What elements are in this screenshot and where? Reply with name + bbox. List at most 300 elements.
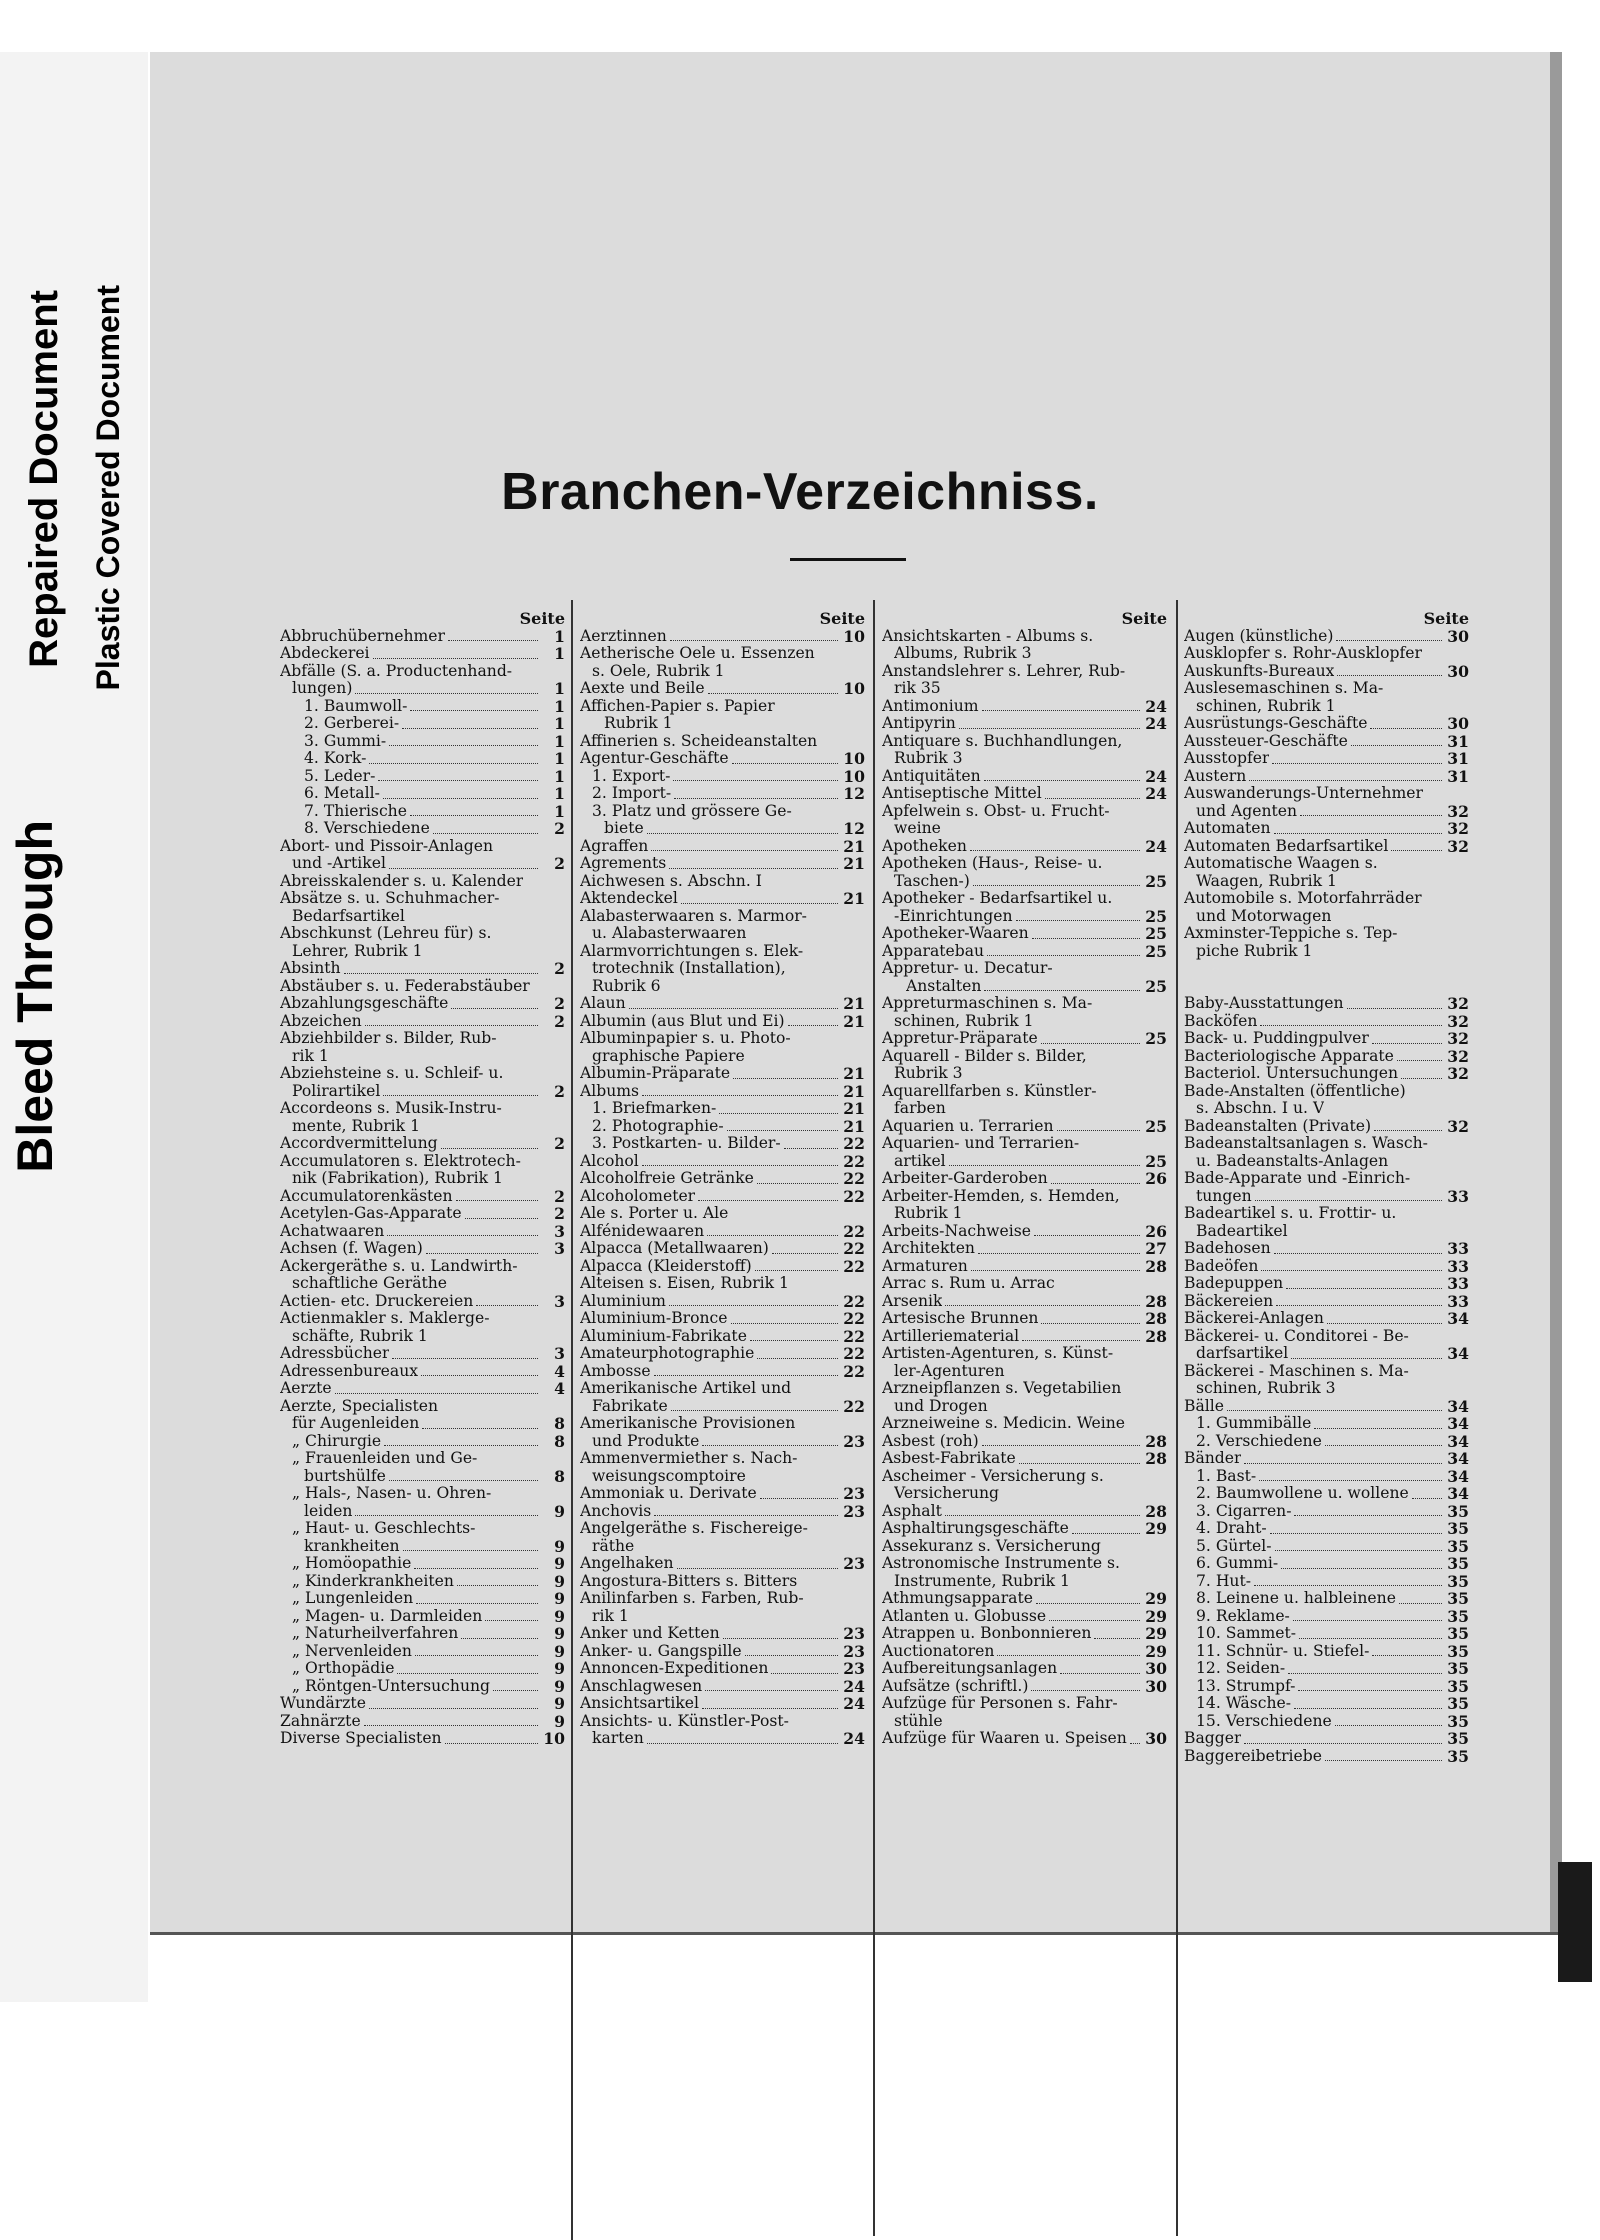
index-entry — [882, 1310, 1167, 1328]
entry-label: Asbest (roh) — [882, 1432, 979, 1450]
entry-label: Abzahlungsgeschäfte — [280, 995, 449, 1012]
index-column-3 — [882, 610, 1167, 1748]
index-entry — [1184, 628, 1469, 646]
entry-label: Anschlagwesen — [580, 1677, 703, 1695]
index-entry — [280, 1223, 565, 1241]
entry-page-number: 22 — [843, 1256, 865, 1276]
dot-leader — [1249, 780, 1442, 781]
dot-leader — [1060, 1673, 1140, 1674]
entry-page-number: 28 — [1145, 1291, 1167, 1311]
index-entry — [580, 1048, 865, 1066]
index-entry — [280, 1363, 565, 1381]
index-entry — [580, 680, 865, 698]
index-entry — [580, 838, 865, 856]
index-entry — [1184, 785, 1469, 803]
index-entry — [882, 995, 1167, 1013]
entry-page-number: 1 — [554, 679, 565, 698]
dot-leader — [369, 1708, 538, 1709]
entry-label: Assekuranz s. Versicherung — [882, 1537, 1101, 1555]
entry-label: rik 1 — [292, 1047, 329, 1065]
index-entry — [882, 1363, 1167, 1381]
dot-leader — [978, 1253, 1140, 1254]
dot-leader — [973, 885, 1140, 886]
index-entry — [882, 908, 1167, 926]
entry-label: Abbruchübernehmer — [280, 627, 445, 645]
dot-leader — [1051, 1183, 1140, 1184]
entry-page-number: 21 — [843, 836, 865, 856]
dot-leader — [733, 1078, 838, 1079]
entry-page-number: 1 — [554, 644, 565, 663]
index-entry — [882, 1538, 1167, 1556]
dot-leader — [997, 1655, 1140, 1656]
entry-page-number: 9 — [554, 1554, 565, 1573]
index-entry — [1184, 1398, 1469, 1416]
entry-label: Asphaltirungsgeschäfte — [882, 1520, 1069, 1537]
entry-label: Amateurphotographie — [580, 1345, 755, 1362]
index-entry — [280, 1695, 565, 1713]
dot-leader — [392, 1358, 538, 1359]
index-entry — [280, 1590, 565, 1608]
column-divider — [1176, 600, 1178, 2236]
entry-label: Aquarell - Bilder s. Bilder, — [882, 1047, 1087, 1065]
entry-page-number: 30 — [1447, 626, 1469, 646]
dot-leader — [982, 710, 1140, 711]
entry-page-number: 35 — [1447, 1659, 1469, 1678]
index-entry — [882, 1625, 1167, 1643]
index-entry — [1184, 1030, 1469, 1048]
index-entry — [280, 1328, 565, 1346]
dot-leader — [416, 1603, 538, 1604]
entry-page-number: 23 — [843, 1659, 865, 1678]
entry-label: „ Hals-, Nasen- u. Ohren- — [292, 1485, 492, 1502]
dot-leader — [369, 763, 538, 764]
entry-label: Atrappen u. Bonbonnieren — [882, 1625, 1092, 1642]
index-entry — [882, 1398, 1167, 1416]
dot-leader — [702, 1445, 838, 1446]
entry-page-number: 22 — [843, 1344, 865, 1363]
dot-leader — [654, 1375, 838, 1376]
entry-label: Apparatebau — [882, 942, 985, 960]
entry-page-number: 33 — [1447, 1274, 1469, 1293]
entry-label: nik (Fabrikation), Rubrik 1 — [292, 1170, 503, 1187]
entry-page-number: 32 — [1447, 819, 1469, 838]
entry-page-number: 3 — [554, 1221, 565, 1241]
entry-label: für Augenleiden — [292, 1415, 420, 1432]
dot-leader — [389, 745, 538, 746]
entry-page-number: 28 — [1145, 1326, 1167, 1346]
index-entry — [280, 1608, 565, 1626]
dot-leader — [1335, 1725, 1442, 1726]
index-entry — [1184, 1415, 1469, 1433]
dot-leader — [1034, 1235, 1140, 1236]
entry-label: Anstalten — [906, 977, 982, 995]
entry-page-number: 32 — [1447, 1029, 1469, 1048]
entry-page-number: 1 — [554, 784, 565, 803]
entry-label: Ackergeräthe s. u. Landwirth- — [280, 1257, 518, 1275]
entry-page-number: 34 — [1447, 1396, 1469, 1416]
entry-label: Bacteriol. Untersuchungen — [1184, 1065, 1399, 1082]
index-entry — [882, 1660, 1167, 1678]
entry-label: 2. Photographie- — [592, 1117, 724, 1135]
dot-leader — [1293, 1620, 1442, 1621]
index-entry — [882, 1170, 1167, 1188]
entry-label: 3. Platz und grössere Ge- — [592, 802, 792, 820]
index-entry — [280, 838, 565, 856]
index-entry — [1184, 838, 1469, 856]
entry-label: Aufzüge für Waaren u. Speisen — [882, 1730, 1127, 1747]
entry-label: Apotheker-Waaren — [882, 925, 1029, 942]
index-entry — [280, 908, 565, 926]
dot-leader — [421, 1375, 538, 1376]
index-entry — [1184, 733, 1469, 751]
index-entry — [580, 1590, 865, 1608]
entry-label: Absinth — [280, 960, 341, 977]
dot-leader — [1041, 1323, 1140, 1324]
entry-label: Instrumente, Rubrik 1 — [894, 1572, 1070, 1590]
entry-label: Rubrik 3 — [894, 1065, 963, 1082]
index-entry — [280, 1135, 565, 1153]
entry-label: Auskunfts-Bureaux — [1184, 662, 1335, 680]
entry-label: Arzneipflanzen s. Vegetabilien — [882, 1380, 1122, 1397]
entry-page-number: 35 — [1447, 1746, 1469, 1766]
entry-page-number: 1 — [554, 801, 565, 821]
entry-label: Accordvermittelung — [280, 1135, 438, 1152]
entry-page-number: 29 — [1145, 1589, 1167, 1608]
index-entry — [882, 1730, 1167, 1748]
dot-leader — [671, 1410, 838, 1411]
dot-leader — [1016, 920, 1140, 921]
entry-label: rik 1 — [592, 1607, 629, 1625]
entry-label: Bagger — [1184, 1730, 1242, 1747]
dot-leader — [476, 1305, 538, 1306]
entry-page-number: 30 — [1447, 661, 1469, 681]
dot-leader — [1351, 745, 1442, 746]
entry-label: schinen, Rubrik 1 — [1196, 697, 1336, 715]
dot-leader — [1325, 1445, 1442, 1446]
entry-label: Accumulatorenkästen — [280, 1187, 453, 1205]
entry-page-number: 32 — [1447, 1046, 1469, 1066]
entry-page-number: 9 — [554, 1571, 565, 1591]
entry-page-number: 2 — [554, 959, 565, 978]
entry-page-number: 29 — [1145, 1606, 1167, 1626]
entry-label: Aexte und Beile — [580, 680, 705, 697]
entry-page-number: 30 — [1145, 1676, 1167, 1696]
entry-page-number: 1 — [554, 626, 565, 646]
entry-label: 12. Seiden- — [1196, 1660, 1286, 1677]
index-entry — [580, 1520, 865, 1538]
entry-label: 11. Schnür- u. Stiefel- — [1196, 1642, 1370, 1660]
index-entry — [280, 1240, 565, 1258]
dot-leader — [788, 1025, 838, 1026]
entry-page-number: 10 — [843, 626, 865, 646]
entry-page-number: 10 — [843, 766, 865, 786]
index-entry — [1184, 1170, 1469, 1188]
entry-label: Aktendeckel — [580, 890, 678, 907]
dot-leader — [784, 1148, 838, 1149]
index-entry — [1184, 698, 1469, 716]
index-entry — [580, 803, 865, 821]
dot-leader — [1397, 1060, 1442, 1061]
entry-label: Absätze s. u. Schuhmacher- — [280, 890, 500, 907]
index-entry — [1184, 1223, 1469, 1241]
index-entry — [580, 1100, 865, 1118]
entry-label: 3. Gummi- — [304, 732, 387, 750]
index-entry — [882, 1678, 1167, 1696]
dot-leader — [669, 1305, 838, 1306]
entry-label: Abfälle (S. a. Productenhand- — [280, 662, 513, 680]
entry-page-number: 2 — [554, 994, 565, 1013]
index-entry — [1184, 1065, 1469, 1083]
entry-label: burtshülfe — [304, 1467, 386, 1485]
entry-page-number: 24 — [843, 1694, 865, 1713]
index-entry — [580, 1450, 865, 1468]
entry-label: Architekten — [882, 1240, 975, 1257]
entry-page-number: 29 — [1145, 1641, 1167, 1661]
entry-label: rik 35 — [894, 680, 941, 697]
entry-page-number: 2 — [554, 819, 565, 838]
entry-label: Antiquitäten — [882, 767, 981, 785]
entry-label: Accordeons s. Musik-Instru- — [280, 1100, 502, 1117]
entry-label: biete — [604, 820, 644, 837]
entry-label: Albumin-Präparate — [580, 1065, 731, 1082]
entry-page-number: 9 — [554, 1694, 565, 1713]
index-entry — [882, 785, 1167, 803]
entry-page-number: 21 — [843, 1116, 865, 1136]
entry-label: Alabasterwaaren s. Marmor- — [580, 907, 807, 925]
entry-label: Ansichts- u. Künstler-Post- — [580, 1712, 789, 1730]
entry-page-number: 23 — [843, 1431, 865, 1451]
index-entry — [1184, 750, 1469, 768]
index-entry — [280, 750, 565, 768]
index-entry — [1184, 1188, 1469, 1206]
entry-label: Alaun — [580, 995, 626, 1012]
entry-label: Bäckerei- u. Conditorei - Be- — [1184, 1327, 1409, 1345]
entry-label: Arzneiweine s. Medicin. Weine — [882, 1415, 1125, 1432]
entry-label: Alfénidewaaren — [580, 1222, 705, 1240]
dot-leader — [1019, 1463, 1140, 1464]
entry-page-number: 35 — [1447, 1641, 1469, 1661]
column-header: Seite — [519, 609, 565, 628]
entry-page-number: 24 — [843, 1729, 865, 1748]
entry-label: Arrac s. Rum u. Arrac — [882, 1275, 1055, 1292]
index-entry — [1184, 1678, 1469, 1696]
entry-label: 1. Bast- — [1196, 1467, 1257, 1485]
dot-leader — [383, 1095, 538, 1096]
entry-label: Abort- und Pissoir-Anlagen — [280, 837, 494, 855]
entry-page-number: 33 — [1447, 1256, 1469, 1276]
entry-label: 2. Import- — [592, 785, 672, 802]
dot-leader — [1032, 938, 1140, 939]
entry-label: 1. Baumwoll- — [304, 697, 408, 715]
entry-page-number: 25 — [1145, 1116, 1167, 1136]
entry-label: „ Lungenleiden — [292, 1590, 414, 1607]
index-entry — [580, 1363, 865, 1381]
dot-leader — [397, 1673, 538, 1674]
index-entry — [882, 1450, 1167, 1468]
index-entry — [882, 1153, 1167, 1171]
index-entry — [580, 1485, 865, 1503]
entry-page-number: 24 — [1145, 766, 1167, 786]
dot-leader — [344, 973, 538, 974]
entry-page-number: 23 — [843, 1624, 865, 1643]
entry-label: Badeartikel s. u. Frottir- u. — [1184, 1205, 1397, 1222]
entry-page-number: 33 — [1447, 1291, 1469, 1311]
entry-label: Ausklopfer s. Rohr-Ausklopfer — [1184, 645, 1422, 662]
index-entry — [280, 1503, 565, 1521]
entry-label: Ammoniak u. Derivate — [580, 1485, 757, 1502]
entry-page-number: 32 — [1447, 1116, 1469, 1136]
entry-label: Affichen-Papier s. Papier — [580, 697, 775, 715]
entry-label: Back- u. Puddingpulver — [1184, 1030, 1369, 1047]
index-entry — [280, 785, 565, 803]
entry-label: Bäckerei-Anlagen — [1184, 1310, 1324, 1327]
entry-label: Agraffen — [580, 837, 649, 855]
entry-page-number: 34 — [1447, 1309, 1469, 1328]
entry-label: 2. Baumwollene u. wollene — [1196, 1485, 1409, 1502]
index-entry — [882, 1135, 1167, 1153]
dot-leader — [670, 640, 838, 641]
entry-label: Bade-Anstalten (öffentliche) — [1184, 1082, 1406, 1100]
index-entry — [280, 1205, 565, 1223]
entry-page-number: 35 — [1447, 1606, 1469, 1626]
dot-leader — [674, 798, 838, 799]
entry-label: Apotheken (Haus-, Reise- u. — [882, 855, 1103, 872]
dot-leader — [448, 640, 538, 641]
entry-label: Abziehsteine s. u. Schleif- u. — [280, 1065, 504, 1082]
entry-page-number: 22 — [843, 1291, 865, 1311]
index-entry — [280, 1310, 565, 1328]
entry-page-number: 25 — [1145, 906, 1167, 926]
entry-label: Fabrikate — [592, 1397, 668, 1415]
entry-page-number: 35 — [1447, 1589, 1469, 1608]
dot-leader — [1094, 1638, 1140, 1639]
entry-page-number: 29 — [1145, 1519, 1167, 1538]
entry-label: graphische Papiere — [592, 1047, 745, 1065]
index-entry — [580, 1608, 865, 1626]
entry-page-number: 1 — [554, 766, 565, 786]
index-entry — [1184, 680, 1469, 698]
entry-label: Amerikanische Provisionen — [580, 1415, 796, 1432]
index-entry — [580, 1380, 865, 1398]
entry-page-number: 21 — [843, 1011, 865, 1031]
entry-label: Auswanderungs-Unternehmer — [1184, 785, 1423, 802]
index-entry — [1184, 645, 1469, 663]
entry-label: schinen, Rubrik 3 — [1196, 1380, 1336, 1397]
index-entry — [280, 1415, 565, 1433]
dot-leader — [1391, 850, 1442, 851]
entry-page-number: 25 — [1145, 1029, 1167, 1048]
entry-label: Albums, Rubrik 3 — [894, 645, 1032, 662]
entry-label: Antiquare s. Buchhandlungen, — [882, 732, 1123, 750]
entry-page-number: 9 — [554, 1501, 565, 1521]
entry-label: Bacteriologische Apparate — [1184, 1047, 1394, 1065]
dot-leader — [755, 1270, 838, 1271]
index-entry — [882, 768, 1167, 786]
entry-page-number: 22 — [843, 1169, 865, 1188]
index-entry — [280, 1713, 565, 1731]
entry-label: schaftliche Geräthe — [292, 1275, 448, 1292]
repaired-document-label: Repaired Document — [22, 290, 66, 668]
index-entry — [580, 1310, 865, 1328]
dot-leader — [732, 763, 838, 764]
entry-page-number: 22 — [843, 1239, 865, 1258]
dot-leader — [414, 1568, 538, 1569]
entry-page-number: 22 — [843, 1134, 865, 1153]
index-entry — [882, 645, 1167, 663]
entry-page-number: 32 — [1447, 994, 1469, 1013]
entry-page-number: 22 — [843, 1361, 865, 1381]
entry-page-number: 2 — [554, 1186, 565, 1206]
column-header: Seite — [1423, 609, 1469, 628]
index-entry — [580, 1643, 865, 1661]
dot-leader — [719, 1113, 838, 1114]
entry-page-number: 26 — [1145, 1221, 1167, 1241]
entry-page-number: 12 — [843, 819, 865, 838]
entry-page-number: 8 — [554, 1466, 565, 1486]
entry-label: Abstäuber s. u. Federabstäuber — [280, 977, 530, 995]
index-entry — [882, 1590, 1167, 1608]
entry-label: 8. Leinene u. halbleinene — [1196, 1590, 1396, 1607]
dot-leader — [723, 1638, 838, 1639]
index-entry — [580, 1153, 865, 1171]
entry-label: 10. Sammet- — [1196, 1625, 1297, 1642]
entry-page-number: 24 — [1145, 696, 1167, 716]
index-entry — [580, 1625, 865, 1643]
index-entry — [580, 1555, 865, 1573]
entry-page-number: 2 — [554, 1204, 565, 1223]
entry-label: 8. Verschiedene — [304, 820, 430, 837]
index-entry — [280, 1118, 565, 1136]
index-entry — [580, 1713, 865, 1731]
dot-leader — [410, 710, 538, 711]
entry-page-number: 2 — [554, 854, 565, 873]
dot-leader — [970, 850, 1140, 851]
entry-page-number: 21 — [843, 889, 865, 908]
index-entry — [580, 715, 865, 733]
dot-leader — [760, 1498, 838, 1499]
entry-label: Badehosen — [1184, 1240, 1271, 1257]
index-entry — [580, 1468, 865, 1486]
column-header: Seite — [1121, 609, 1167, 628]
entry-page-number: 22 — [843, 1151, 865, 1171]
index-entry — [580, 908, 865, 926]
dot-leader — [757, 1183, 838, 1184]
entry-label: 9. Reklame- — [1196, 1607, 1290, 1625]
dot-leader — [1072, 1533, 1140, 1534]
entry-page-number: 9 — [554, 1589, 565, 1608]
index-entry — [580, 995, 865, 1013]
index-entry — [882, 1380, 1167, 1398]
entry-page-number: 34 — [1447, 1414, 1469, 1433]
dot-leader — [698, 1200, 838, 1201]
index-entry — [280, 733, 565, 751]
entry-page-number: 4 — [554, 1379, 565, 1398]
dot-leader — [647, 1743, 838, 1744]
index-entry — [1184, 1433, 1469, 1451]
dot-leader — [1227, 1410, 1442, 1411]
entry-label: 7. Thierische — [304, 802, 407, 820]
dot-leader — [677, 1568, 838, 1569]
entry-label: Ambosse — [580, 1362, 651, 1380]
index-entry — [280, 1573, 565, 1591]
dot-leader — [1372, 1655, 1442, 1656]
dot-leader — [1372, 1043, 1442, 1044]
entry-label: Baggereibetriebe — [1184, 1747, 1322, 1765]
index-entry — [580, 1065, 865, 1083]
entry-label: Anker und Ketten — [580, 1625, 720, 1642]
dot-leader — [1325, 1760, 1442, 1761]
index-entry — [280, 1188, 565, 1206]
